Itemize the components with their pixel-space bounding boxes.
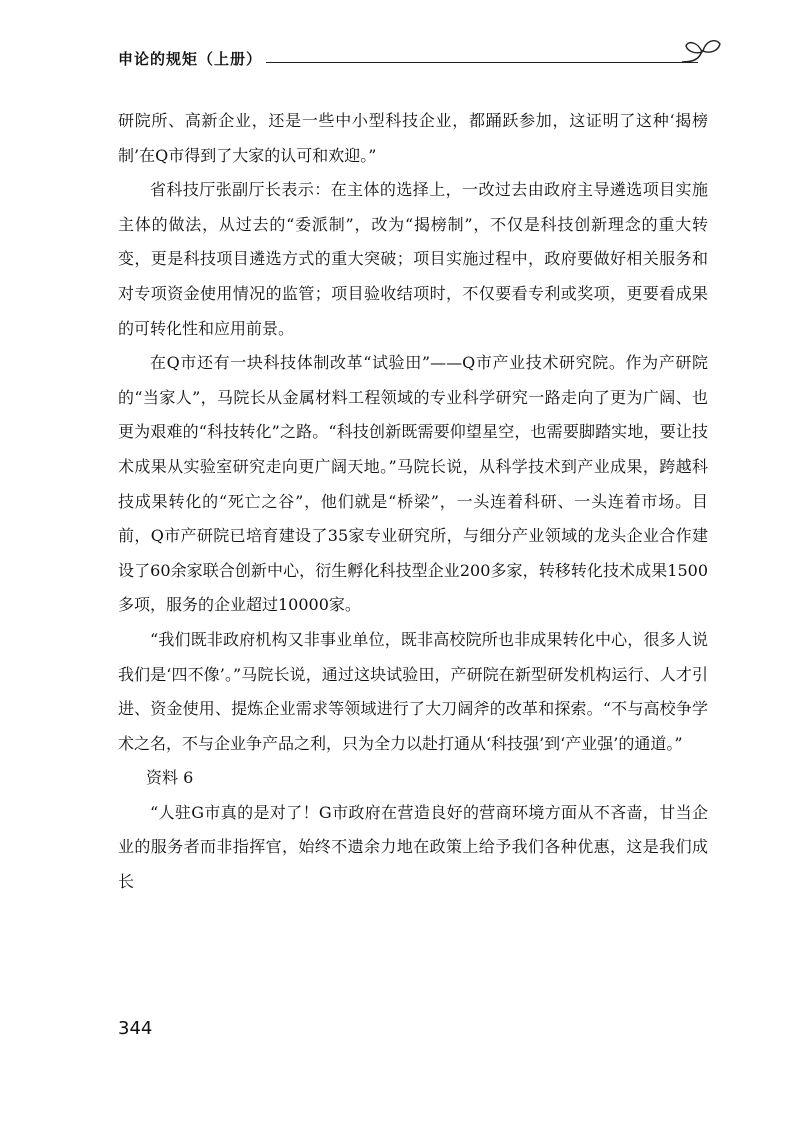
running-header xyxy=(118,36,728,76)
paragraph: “我们既非政府机构又非事业单位，既非高校院所也非成果转化中心，很多人说我们是‘四不像’。”马院长说，通过这块试验田，产研院在新型研发机构运行、人才引进、资金使用、提炼企业需求等领域进行了大刀阔斧的改革和探索。“不与高校争学术之名，不与企业争产品之利，只为全力以赴打通从‘科技强’到‘产业强’的通道。” xyxy=(118,629,708,753)
paragraph: 省科技厅张副厅长表示：在主体的选择上，一改过去由政府主导遴选项目实施主体的做法，从过去的“委派制”，改为“揭榜制”，不仅是科技创新理念的重大转变，更是科技项目遴选方式的重大突破；项目实施过程中，政府要做好相关服务和对专项资金使用情况的监管；项目验收结项时，不仅要看专利或奖项，更要看成果的可转化性和应用前景。 xyxy=(118,180,708,338)
paragraph-continued: 研院所、高新企业，还是一些中小型科技企业，都踊跃参加，这证明了这种‘揭榜制’在Q市得到了大家的认可和欢迎。” xyxy=(118,111,708,165)
page-body xyxy=(118,104,708,900)
paragraph: 在Q市还有一块科技体制改革“试验田”——Q市产业技术研究院。作为产研院的“当家人”，马院长从金属材料工程领域的专业科学研究一路走向了更为广阔、也更为艰难的“科技转化”之路。“科技创新既需要仰望星空，也需要脚踏实地，要让技术成果从实验室研究走向更广阔天地。”马院长说，从科学技术到产业成果，跨越科技成果转化的“死亡之谷”，他们就是“桥梁”，一头连着科研、一头连着市场。目前，Q市产研院已培育建设了35家专业研究所，与细分产业领域的龙头企业合作建设了60余家联合创新中心，衍生孵化科技型企业200多家，转移转化技术成果1500多项，服务的企业超过10000家。 xyxy=(118,353,708,615)
page-number: 344 xyxy=(118,1018,153,1039)
section-label: 资料 6 xyxy=(146,768,194,788)
sprout-icon xyxy=(678,36,724,72)
paragraph: “人驻G市真的是对了！G市政府在营造良好的营商环境方面从不吝啬，甘当企业的服务者而非指挥官，始终不遗余力地在政策上给予我们各种优惠，这是我们成长 xyxy=(118,802,708,892)
book-title: 申论的规矩（上册） xyxy=(118,50,263,68)
header-rule xyxy=(266,62,698,63)
